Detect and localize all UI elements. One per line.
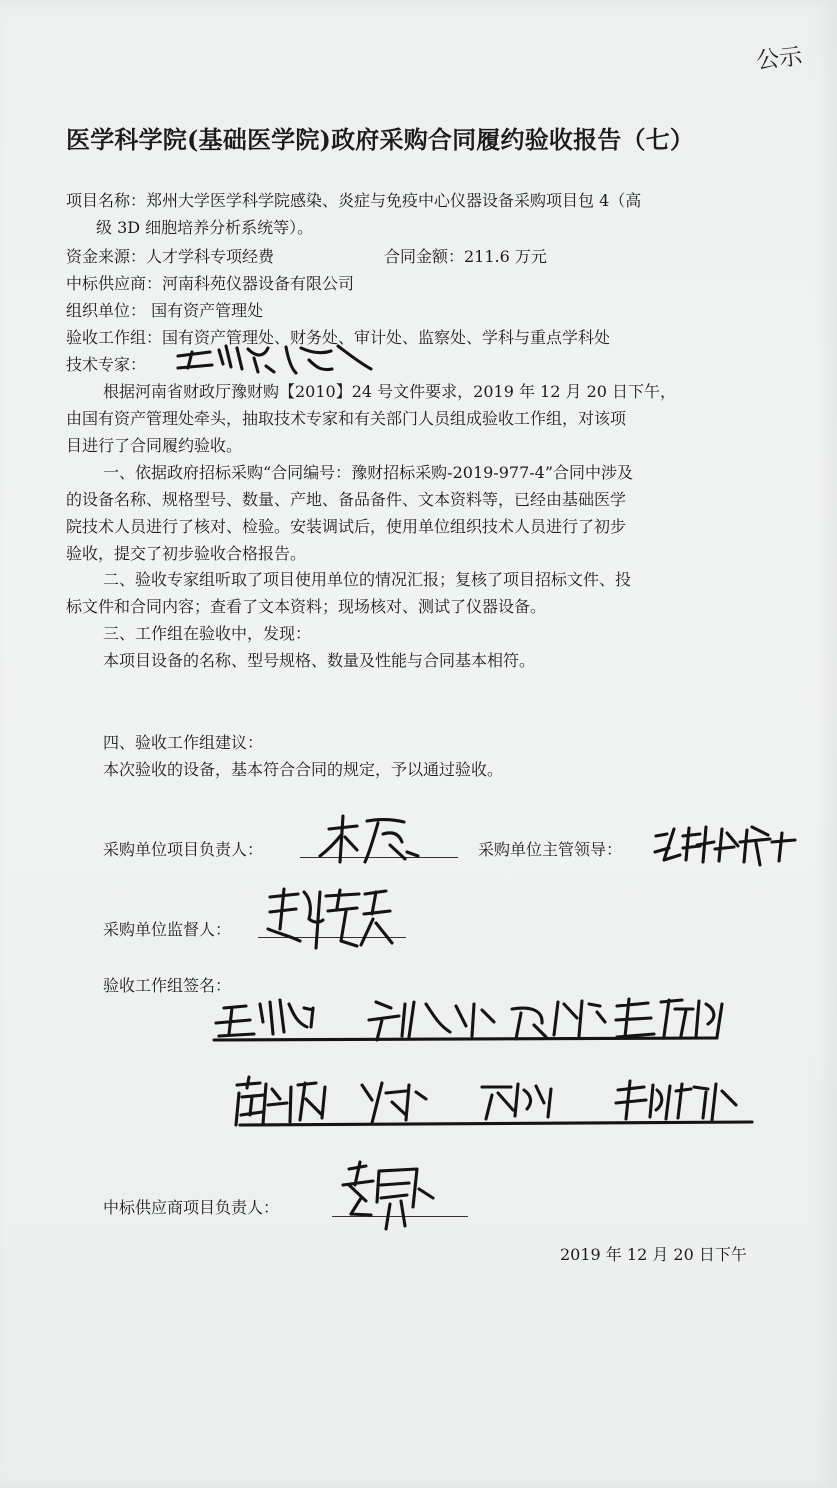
- project-leader-signature: [315, 812, 425, 872]
- winning-supplier: 中标供应商：河南科苑仪器设备有限公司: [66, 274, 355, 293]
- paragraph-5-line-2: 本次验收的设备，基本符合合同的规定，予以通过验收。: [103, 760, 504, 779]
- paragraph-5-line-1: 四、验收工作组建议：: [103, 733, 264, 752]
- corner-handwritten-note: 公示: [755, 43, 804, 75]
- experts-signature: [170, 338, 390, 386]
- project-name-line-1: 项目名称：郑州大学医学科学院感染、炎症与免疫中心仪器设备采购项目包 4（高: [66, 191, 642, 210]
- paragraph-2-line-3: 院技术人员进行了核对、检验。安装调试后，使用单位组织技术人员进行了初步: [66, 517, 627, 536]
- contract-amount: 合同金额：211.6 万元: [384, 247, 547, 266]
- acceptance-group-signatures-row-2: [232, 1075, 832, 1137]
- supervisor-leader-label: 采购单位主管领导：: [478, 840, 623, 859]
- monitor-signature: [262, 884, 412, 962]
- technical-experts-label: 技术专家：: [66, 355, 147, 374]
- paragraph-4-line-1: 三、工作组在验收中，发现：: [103, 624, 312, 643]
- supplier-leader-signature: [335, 1160, 455, 1240]
- paragraph-3-line-1: 二、验收专家组听取了项目使用单位的情况汇报；复核了项目招标文件、投: [103, 570, 632, 589]
- paragraph-1-line-3: 目进行了合同履约验收。: [66, 436, 243, 455]
- paragraph-1-line-2: 由国有资产管理处牵头，抽取技术专家和有关部门人员组成验收工作组，对该项: [66, 409, 627, 428]
- funding-source: 资金来源：人才学科专项经费: [66, 247, 275, 266]
- supplier-leader-label: 中标供应商项目负责人：: [103, 1198, 280, 1217]
- acceptance-group-signature-label: 验收工作组签名：: [103, 976, 232, 995]
- document-title: 医学科学院(基础医学院)政府采购合同履约验收报告（七）: [66, 125, 695, 154]
- supervisor-leader-signature: [652, 818, 802, 874]
- project-leader-label: 采购单位项目负责人：: [103, 840, 264, 859]
- acceptance-group-signatures-row-1: [212, 992, 832, 1050]
- paragraph-4-line-2: 本项目设备的名称、型号规格、数量及性能与合同基本相符。: [103, 651, 536, 670]
- acceptance-work-group: 验收工作组：国有资产管理处、财务处、审计处、监察处、学科与重点学科处: [66, 328, 611, 347]
- paragraph-2-line-1: 一、依据政府招标采购“合同编号：豫财招标采购-2019-977-4”合同中涉及: [103, 463, 634, 482]
- report-date: 2019 年 12 月 20 日下午: [560, 1245, 747, 1264]
- paragraph-2-line-4: 验收，提交了初步验收合格报告。: [66, 544, 307, 563]
- paragraph-3-line-2: 标文件和合同内容；查看了文本资料；现场核对、测试了仪器设备。: [66, 597, 547, 616]
- monitor-label: 采购单位监督人：: [103, 920, 232, 939]
- paragraph-1-line-1: 根据河南省财政厅豫财购【2010】24 号文件要求，2019 年 12 月 20 日下午，: [103, 382, 677, 401]
- project-name-line-2: 级 3D 细胞培养分析系统等）。: [96, 218, 314, 237]
- paragraph-2-line-2: 的设备名称、规格型号、数量、产地、备品备件、文本资料等，已经由基础医学: [66, 490, 627, 509]
- organizing-unit: 组织单位： 国有资产管理处: [66, 301, 264, 320]
